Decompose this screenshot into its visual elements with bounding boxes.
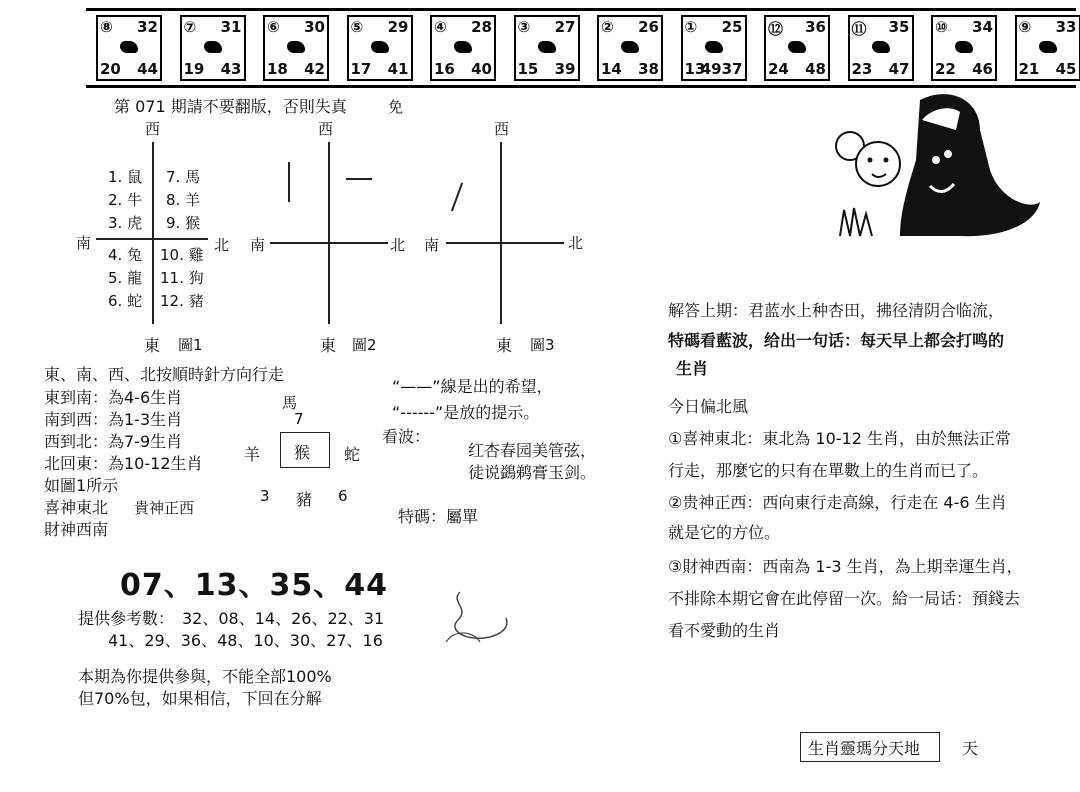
para-3b: 不排除本期它會在此停留一次。給一局话：預錢去	[668, 589, 1021, 608]
rule-line-6a: 喜神東北	[44, 498, 109, 517]
zodiac-silhouette-icon	[872, 41, 890, 53]
issue-corner: 免	[388, 98, 404, 116]
diagram3-hline	[446, 242, 564, 244]
strip-cell-number-tl: ⑦	[183, 18, 197, 36]
rule-line-6b: 貴神正西	[134, 499, 195, 517]
legend-solid: “——”線是出的希望，	[392, 377, 553, 396]
strip-cell-number-bl: 18	[267, 60, 288, 78]
diagram2-solid-dash	[346, 178, 372, 180]
snake-sketch-illustration	[440, 588, 520, 648]
strip-cell-number-br: 48	[805, 60, 826, 78]
zodiac-2: 2. 牛	[108, 191, 143, 209]
zodiac-silhouette-icon	[204, 41, 222, 53]
strip-cell-number-br: 41	[387, 60, 409, 78]
cross-left: 羊	[244, 445, 261, 464]
footer-brand: 生肖靈瑪分天地	[808, 739, 921, 758]
strip-cell	[430, 15, 496, 81]
diagram3-left: 南	[424, 236, 440, 254]
para-3c: 看不愛動的生肖	[668, 621, 781, 640]
diagram2-solid-mark	[288, 162, 290, 202]
rule-line-7: 財神西南	[44, 520, 109, 539]
zodiac-7: 7. 馬	[166, 168, 201, 186]
poem-line-1: 红杏春园美管弦，	[468, 441, 597, 460]
strip-cell-number-tr: 29	[387, 18, 409, 36]
footer-extra: 天	[962, 739, 979, 758]
diagram3-top: 西	[494, 120, 510, 138]
zodiac-silhouette-icon	[621, 41, 639, 53]
strip-cell	[764, 15, 830, 81]
para-2b: 就是它的方位。	[668, 523, 781, 542]
strip-cell-number-tl: ⑥	[267, 18, 280, 36]
strip-cell-number-tr: 28	[471, 18, 492, 36]
zodiac-12: 12. 豬	[160, 292, 204, 310]
issue-line: 第 071 期請不要翻版，否則失真	[114, 97, 347, 116]
strip-cell-number-br: 4937	[700, 60, 743, 78]
cross-bottom-num: 3	[260, 487, 270, 505]
diagram3-right: 北	[568, 234, 584, 252]
strip-cell-number-br: 42	[304, 60, 325, 78]
strip-cell-number-br: 47	[888, 60, 910, 78]
zodiac-4: 4. 兔	[108, 246, 143, 264]
strip-cell-number-br: 44	[137, 60, 158, 78]
strip-cell	[597, 15, 663, 81]
answer-line-1: 解答上期：君蓝水上种杏田，拂径清阴合临流，	[668, 301, 1005, 320]
strip-cell-number-bl: 21	[1018, 60, 1040, 78]
strip-cell-number-bl: 14	[601, 60, 622, 78]
cross-bottom: 豬	[296, 490, 313, 509]
strip-cell-number-tr: 26	[638, 18, 659, 36]
strip-cell-number-tr: 35	[888, 18, 910, 36]
strip-cell-number-br: 40	[471, 60, 492, 78]
note-line-2: 但70%包，如果相信，下回在分解	[78, 689, 322, 708]
strip-cell	[1015, 15, 1080, 81]
strip-cell-number-bl: 22	[935, 60, 956, 78]
number-strip	[86, 8, 1076, 88]
strip-cell-number-tr: 36	[805, 18, 826, 36]
strip-cell	[931, 15, 997, 81]
zodiac-silhouette-icon	[1039, 41, 1057, 53]
refs-row-1: 32、08、14、26、22、31	[182, 609, 385, 628]
zodiac-silhouette-icon	[287, 41, 305, 53]
zodiac-silhouette-icon	[120, 41, 138, 53]
strip-cell-number-tl: ⑤	[350, 18, 364, 36]
zodiac-silhouette-icon	[454, 41, 472, 53]
special-code: 特碼：屬單	[398, 507, 479, 526]
strip-cell-number-bl: 23	[851, 60, 873, 78]
diagram2-bottom: 東	[320, 336, 337, 355]
zodiac-silhouette-icon	[955, 41, 973, 53]
zodiac-6: 6. 蛇	[108, 292, 143, 310]
strip-cell-number-tr: 30	[304, 18, 325, 36]
poem-label: 看波：	[382, 427, 431, 446]
zodiac-silhouette-icon	[788, 41, 806, 53]
strip-cell-number-tl: ②	[601, 18, 614, 36]
strip-cell	[514, 15, 580, 81]
zodiac-silhouette-icon	[538, 41, 556, 53]
answer-line-3: 生肖	[676, 359, 709, 378]
cross-center: 猴	[294, 443, 311, 462]
diagram3-caption: 圖3	[530, 336, 555, 354]
strip-cell-number-tl: ④	[434, 18, 447, 36]
strip-cell-number-tr: 31	[220, 18, 242, 36]
zodiac-silhouette-icon	[705, 41, 723, 53]
strip-cell	[848, 15, 914, 81]
diagram1-vline	[152, 142, 154, 324]
zodiac-5: 5. 龍	[108, 269, 143, 287]
cross-top: 馬	[282, 394, 298, 412]
wind-line: 今日偏北風	[668, 397, 749, 416]
diagram2-right: 北	[390, 236, 406, 254]
strip-cell-number-tl: ①	[684, 18, 698, 36]
zodiac-8: 8. 羊	[166, 191, 201, 209]
diagram1-top: 西	[145, 120, 161, 138]
strip-cell-number-bl: 15	[517, 60, 539, 78]
strip-cell-number-br: 39	[554, 60, 576, 78]
zodiac-1: 1. 鼠	[108, 168, 143, 186]
rule-line-5: 如圖1所示	[44, 476, 119, 495]
rule-line-3: 西到北：為7-9生肖	[44, 432, 183, 451]
strip-cell	[180, 15, 246, 81]
legend-dashed: “------”是放的提示。	[392, 403, 540, 422]
strip-cell-number-tr: 32	[137, 18, 158, 36]
diagram2-top: 西	[318, 120, 334, 138]
strip-cell-number-bl: 17	[350, 60, 372, 78]
strip-cell-number-bl: 20	[100, 60, 121, 78]
zodiac-3: 3. 虎	[108, 214, 143, 232]
main-numbers: 07、13、35、44	[120, 568, 388, 603]
diagram1-left: 南	[76, 234, 92, 252]
para-1b: 行走，那麼它的只有在單數上的生肖而已了。	[668, 461, 989, 480]
rule-line-0: 東、南、西、北按順時針方向行走	[44, 365, 285, 384]
strip-cell-number-bl: 24	[768, 60, 789, 78]
diagram1-right: 北	[214, 236, 230, 254]
strip-cell	[347, 15, 413, 81]
refs-label: 提供參考數：	[78, 609, 175, 628]
para-1a: ①喜神東北：東北為 10-12 生肖，由於無法正常	[668, 429, 1012, 448]
cross-right: 蛇	[344, 445, 361, 464]
strip-cell-number-tl: ⑧	[100, 18, 113, 36]
diagram2-left: 南	[250, 236, 266, 254]
strip-cell-number-bl: 13	[684, 60, 706, 78]
strip-cell-number-tr: 25	[721, 18, 743, 36]
poem-line-2: 徒说鷁鹈膏玉剑。	[468, 463, 597, 482]
strip-cell-number-tr: 33	[1055, 18, 1077, 36]
cross-top-num: 7	[294, 410, 304, 428]
diagram3-vline	[500, 142, 502, 324]
strip-cell-number-tl: ⑨	[1018, 18, 1032, 36]
para-2a: ②贵神正西：西向東行走高線，行走在 4-6 生肖	[668, 493, 1007, 512]
diagram3-slash	[451, 183, 463, 212]
strip-cell-number-tr: 34	[972, 18, 993, 36]
strip-cell-number-br: 38	[638, 60, 659, 78]
cross-bottom-right: 6	[338, 487, 348, 505]
zodiac-9: 9. 猴	[166, 214, 201, 232]
para-3a: ③財神西南：西南為 1-3 生肖，為上期幸運生肖，	[668, 557, 1023, 576]
diagram2-hline	[270, 242, 388, 244]
strip-cell-number-br: 45	[1055, 60, 1077, 78]
rule-line-4: 北回東：為10-12生肖	[44, 454, 203, 473]
strip-cell	[681, 15, 747, 81]
strip-cell-number-tl: ⑩	[935, 18, 948, 36]
strip-cell-number-bl: 19	[183, 60, 205, 78]
refs-row-2: 41、29、36、48、10、30、27、16	[108, 631, 383, 650]
strip-cell-number-tl: ⑪	[851, 20, 867, 38]
strip-cell-number-tl: ⑫	[768, 20, 784, 38]
diagram3-bottom: 東	[496, 336, 513, 355]
cartoon-mascot-illustration	[830, 90, 1050, 240]
strip-cell-number-bl: 16	[434, 60, 455, 78]
diagram1-bottom: 東	[144, 336, 161, 355]
strip-cell	[96, 15, 162, 81]
diagram2-caption: 圖2	[352, 336, 377, 354]
rule-line-2: 南到西：為1-3生肖	[44, 410, 183, 429]
answer-line-2: 特碼看藍波，给出一句话：每天早上都会打鸣的	[668, 331, 1005, 350]
diagram2-vline	[328, 142, 330, 324]
strip-cell-number-tl: ③	[517, 18, 531, 36]
strip-cell-number-br: 43	[220, 60, 242, 78]
zodiac-11: 11. 狗	[160, 269, 204, 287]
strip-cell-number-tr: 27	[554, 18, 576, 36]
strip-cell	[263, 15, 329, 81]
strip-cell-number-br: 46	[972, 60, 993, 78]
rule-line-1: 東到南：為4-6生肖	[44, 388, 183, 407]
diagram1-hline	[96, 238, 208, 240]
zodiac-10: 10. 雞	[160, 246, 204, 264]
zodiac-silhouette-icon	[371, 41, 389, 53]
diagram1-caption: 圖1	[178, 336, 203, 354]
note-line-1: 本期為你提供參與，不能全部100%	[78, 667, 332, 686]
